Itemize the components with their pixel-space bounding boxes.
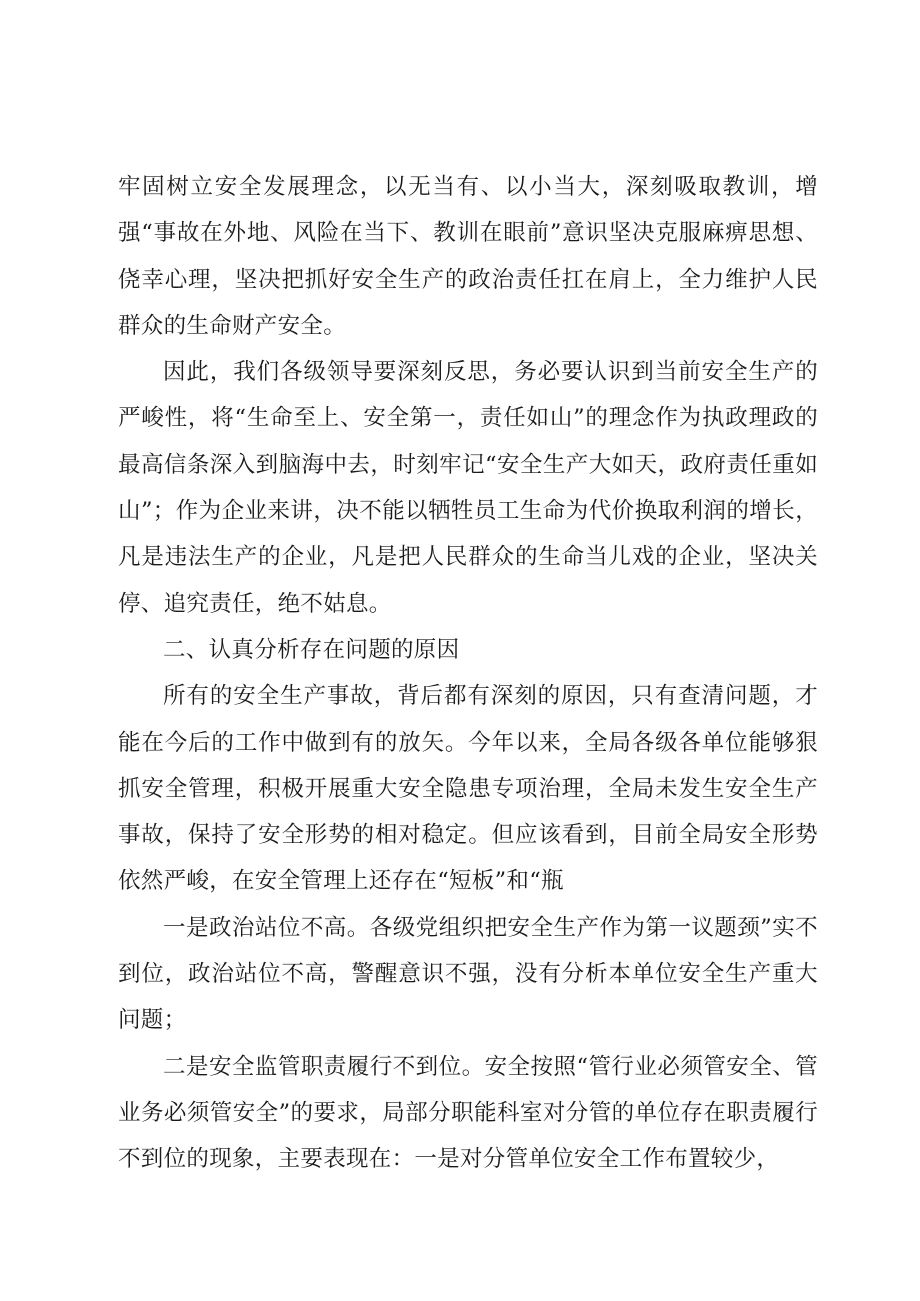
paragraph-political-stance: 一是政治站位不高。各级党组织把安全生产作为第一议题颈”实不到位，政治站位不高，警醒意识不强，没有分析本单位安全生产重大问题；: [118, 914, 818, 1034]
document-body: [118, 164, 818, 1183]
paragraph-leadership-reflection: 因此，我们各级领导要深刻反思，务必要认识到当前安全生产的严峻性，将“生命至上、安全第一，责任如山”的理念作为执政理政的最高信条深入到脑海中去，时刻牢记“安全生产大如天，政府责任重如山”；作为企业来讲，决不能以牺牲员工生命为代价换取利润的增长，凡是违法生产的企业，凡是把人民群众的生命当儿戏的企业，坚决关停、追究责任，绝不姑息。: [118, 359, 818, 617]
paragraph-root-causes: 所有的安全生产事故，背后都有深刻的原因，只有查清问题，才能在今后的工作中做到有的放矢。今年以来，全局各级各单位能够狠抓安全管理，积极开展重大安全隐患专项治理，全局未发生安全生产事故，保持了安全形势的相对稳定。但应该看到，目前全局安全形势依然严峻，在安全管理上还存在“短板”和“瓶: [118, 683, 818, 895]
paragraph-safety-concept: 牢固树立安全发展理念，以无当有、以小当大，深刻吸取教训，增强“事故在外地、风险在当下、教训在眼前”意识坚决克服麻痹思想、侥幸心理，坚决把抓好安全生产的政治责任扛在肩上，全力维护人民群众的生命财产安全。: [118, 174, 818, 339]
paragraph-supervision-duty: 二是安全监管职责履行不到位。安全按照“管行业必须管安全、管业务必须管安全”的要求，局部分职能科室对分管的单位存在职责履行不到位的现象，主要表现在：一是对分管单位安全工作布置较少，: [118, 1053, 818, 1173]
section-heading-analyze-causes: 二、认真分析存在问题的原因: [163, 636, 460, 663]
